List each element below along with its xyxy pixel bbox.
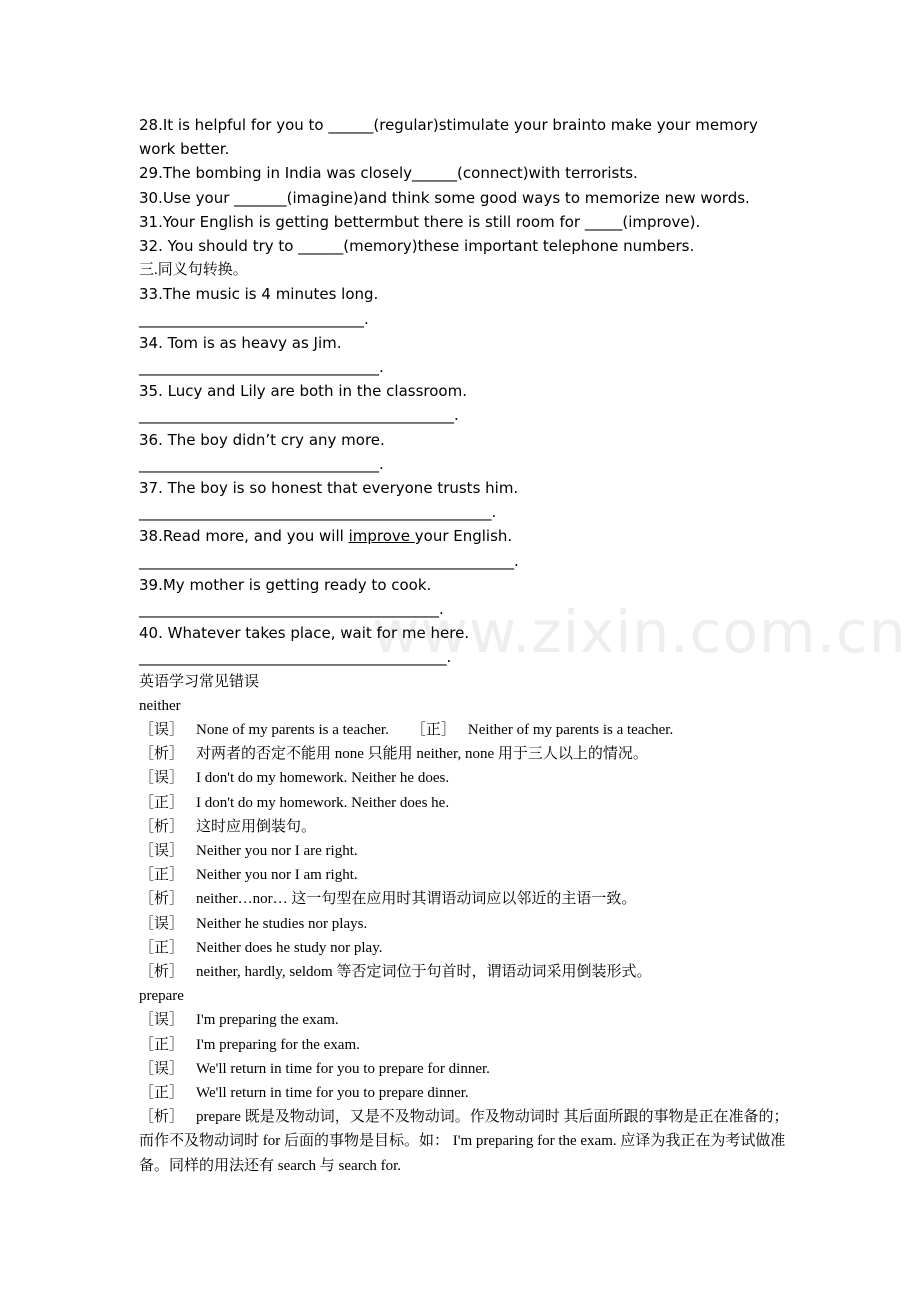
rewrite-35: 35. Lucy and Lily are both in the classroom. — [139, 382, 467, 401]
exercise-32: 32. You should try to ______(memory)these important telephone numbers. — [139, 237, 695, 256]
line-tag: ［析］ — [139, 1109, 185, 1126]
document-page — [139, 113, 789, 1178]
rewrite-40: 40. Whatever takes place, wait for me here. — [139, 624, 470, 643]
line-text: I don't do my homework. Neither does he. — [196, 794, 450, 811]
line-tag: ［误］ — [139, 721, 185, 738]
line-text: I'm preparing the exam. — [196, 1012, 339, 1029]
answer-blank-39: ________________________________________. — [139, 599, 444, 618]
rewrite-39: 39.My mother is getting ready to cook. — [139, 575, 432, 594]
rewrite-37: 37. The boy is so honest that everyone trusts him. — [139, 478, 519, 497]
errors-title: 英语学习常见错误 — [139, 673, 260, 690]
line-tag: ［正］ — [139, 867, 185, 884]
section-3-title: 三.同义句转换。 — [139, 262, 248, 279]
line-text: We'll return in time for you to prepare for dinner. — [196, 1060, 490, 1077]
line-tag: ［正］ — [139, 794, 185, 811]
prepare-line-2 — [139, 1033, 789, 1057]
watermark: www.zixin.com.cn — [372, 598, 907, 666]
line-text: 对两者的否定不能用 none 只能用 neither, none 用于三人以上的情况。 — [196, 746, 648, 763]
line-text: Neither does he study nor play. — [196, 939, 383, 956]
prepare-line-3 — [139, 1057, 789, 1081]
line-tag: ［误］ — [139, 1012, 185, 1029]
prepare-note — [139, 1105, 789, 1178]
line-text-2: Neither of my parents is a teacher. — [467, 721, 674, 738]
rewrite-38-pre: 38.Read more, and you will — [139, 527, 349, 546]
exercise-30: 30.Use your _______(imagine)and think some good ways to memorize new words. — [139, 188, 750, 207]
line-text: Neither he studies nor plays. — [196, 915, 368, 932]
line-tag: ［误］ — [139, 915, 185, 932]
line-text: 这时应用倒装句。 — [196, 818, 317, 835]
line-text: neither, hardly, seldom 等否定词位于句首时，谓语动词采用倒装形式。 — [196, 963, 652, 980]
exercise-31: 31.Your English is getting bettermbut there is still room for _____(improve). — [139, 212, 701, 231]
neither-line-4 — [139, 791, 789, 815]
line-text: Neither you nor I am right. — [196, 867, 358, 884]
answer-blank-34: ________________________________. — [139, 358, 384, 377]
line-tag: ［析］ — [139, 963, 185, 980]
exercise-29: 29.The bombing in India was closely______(connect)with terrorists. — [139, 164, 638, 183]
line-tag: ［析］ — [139, 746, 185, 763]
line-text: I don't do my homework. Neither he does. — [196, 770, 450, 787]
prepare-line-4 — [139, 1081, 789, 1105]
word-heading-prepare: prepare — [139, 988, 184, 1005]
answer-blank-36: ________________________________. — [139, 454, 384, 473]
neither-line-5 — [139, 815, 789, 839]
line-tag: ［正］ — [139, 939, 185, 956]
neither-line-8 — [139, 887, 789, 911]
neither-line-9 — [139, 912, 789, 936]
rewrite-38-post: your English. — [414, 527, 513, 546]
rewrite-33: 33.The music is 4 minutes long. — [139, 285, 379, 304]
line-text: neither…nor… 这一句型在应用时其谓语动词应以邻近的主语一致。 — [196, 891, 637, 908]
answer-blank-38: __________________________________________________. — [139, 551, 519, 570]
exercise-28: 28.It is helpful for you to ______(regular)stimulate your brainto make your memory work better. — [139, 116, 758, 159]
line-tag: ［误］ — [139, 770, 185, 787]
line-text: prepare 既是及物动词，又是不及物动词。作及物动词时 其后面所跟的事物是正在准备的；而作不及物动词时 for 后面的事物是目标。如： I'm preparing for the exam. 应译为我正在为考试做准备。同样的用法还有 search 与 search for. — [139, 1109, 789, 1174]
rewrite-36: 36. The boy didn’t cry any more. — [139, 430, 385, 449]
answer-blank-33: ______________________________. — [139, 309, 369, 328]
line-tag-2: ［正］ — [410, 721, 456, 738]
line-text: Neither you nor I are right. — [196, 842, 358, 859]
neither-line-10 — [139, 936, 789, 960]
neither-line-11 — [139, 960, 789, 984]
line-text: None of my parents is a teacher. — [196, 721, 389, 738]
neither-line-6 — [139, 839, 789, 863]
neither-line-7 — [139, 863, 789, 887]
line-tag: ［正］ — [139, 1085, 185, 1101]
prepare-line-1 — [139, 1008, 789, 1032]
neither-line-1 — [139, 718, 789, 742]
line-tag: ［正］ — [139, 1036, 185, 1053]
neither-line-2 — [139, 742, 789, 766]
line-tag: ［误］ — [139, 842, 185, 859]
line-text: We'll return in time for you to prepare dinner. — [196, 1085, 469, 1101]
answer-blank-35: __________________________________________. — [139, 406, 459, 425]
word-heading-neither: neither — [139, 697, 181, 714]
line-tag: ［误］ — [139, 1060, 185, 1077]
rewrite-34: 34. Tom is as heavy as Jim. — [139, 333, 342, 352]
line-text: I'm preparing for the exam. — [196, 1036, 360, 1053]
answer-blank-40: _________________________________________. — [139, 648, 452, 667]
rewrite-38-underlined: improve — [348, 527, 415, 546]
line-tag: ［析］ — [139, 891, 185, 908]
answer-blank-37: _______________________________________________. — [139, 503, 497, 522]
neither-line-3 — [139, 766, 789, 790]
rewrite-38 — [139, 524, 789, 548]
line-tag: ［析］ — [139, 818, 185, 835]
